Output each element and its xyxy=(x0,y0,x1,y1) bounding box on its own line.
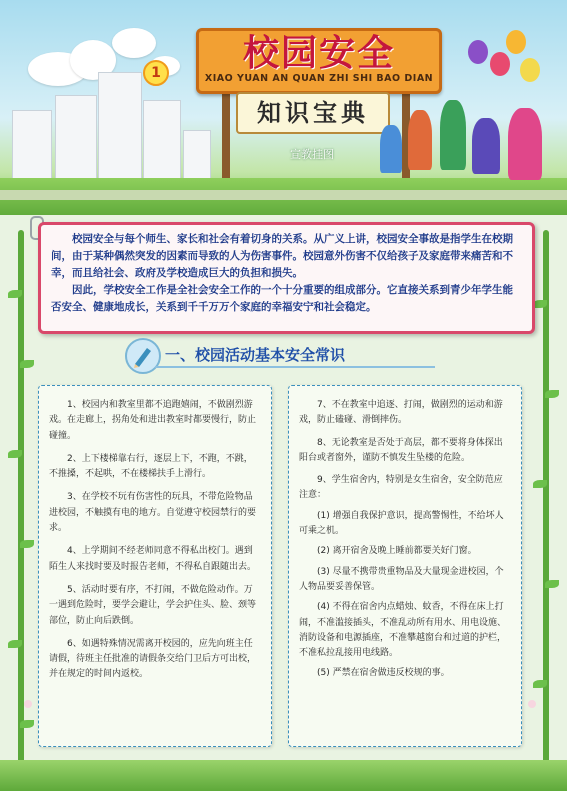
leaf-decoration xyxy=(8,640,22,648)
rule-item: (4) 不得在宿舍内点蜡烛、蚊香，不得在床上打闹，不准滥接插头，不准乱动所有用水、用电设施、消防设备和电源插座，不准攀越窗台和过道的护栏，不准私拉乱接用电线路。 xyxy=(299,602,507,659)
rule-item: (1) 增强自我保护意识，提高警惕性，不给坏人可乘之机。 xyxy=(299,510,504,537)
leaf-decoration xyxy=(533,680,547,688)
child-figure xyxy=(472,118,500,174)
rule-item: 7、不在教室中追逐、打闹，做剧烈的运动和游戏，防止磕碰、滑倒摔伤。 xyxy=(299,400,503,426)
page-title: 校园安全 xyxy=(242,33,395,74)
sign-post xyxy=(222,88,230,178)
intro-paragraph: 因此，学校安全工作是全社会安全工作的一个十分重要的组成部分。它直接关系到青少年学生能否安全、健康地成长，关系到千千万万个家庭的幸福安宁和社会稳定。 xyxy=(51,284,513,313)
rule-item: 5、活动时要有序，不打闹，不做危险动作。万一遇到危险时，要学会避让，学会护住头、脸、颈等部位，防止向后跌倒。 xyxy=(49,584,257,626)
intro-paragraph: 校园安全与每个师生、家长和社会有着切身的关系。从广义上讲，校园安全事故是指学生在校期间，由于某种偶然突发的因素而导致的人为伤害事件。校园意外伤害不仅给孩子及家庭带来痛苦和不幸，而且给社会、政府及学校造成巨大的负担和损失。 xyxy=(51,233,513,279)
title-sign xyxy=(196,28,442,94)
subtitle-board xyxy=(236,92,390,134)
road-strip xyxy=(0,190,567,200)
cloud-decoration xyxy=(112,28,156,58)
title-pinyin: XIAO YUAN AN QUAN ZHI SHI BAO DIAN xyxy=(204,73,434,84)
section-underline xyxy=(155,366,435,368)
number-badge: 1 xyxy=(143,60,169,86)
flower-decoration xyxy=(24,700,32,708)
balloon-icon xyxy=(468,40,488,64)
balloon-icon xyxy=(506,30,526,54)
rules-panel-left xyxy=(38,385,272,747)
section-heading xyxy=(155,342,435,368)
rule-item: 9、学生宿舍内，特别是女生宿舍，安全防范应注意： xyxy=(299,475,503,501)
rule-item: (2) 离开宿舍及晚上睡前都要关好门窗。 xyxy=(317,546,477,557)
leaf-decoration xyxy=(8,290,22,298)
intro-box xyxy=(38,222,535,334)
vine-decoration xyxy=(543,230,549,770)
rules-panel-right xyxy=(288,385,522,747)
child-figure xyxy=(508,108,542,180)
rule-item: (5) 严禁在宿舍做违反校规的事。 xyxy=(317,668,450,679)
leaf-decoration xyxy=(533,300,547,308)
header-banner xyxy=(0,0,567,215)
vine-decoration xyxy=(18,230,24,770)
leaf-decoration xyxy=(20,540,34,548)
flower-decoration xyxy=(528,700,536,708)
leaf-decoration xyxy=(20,360,34,368)
rule-item: 6、如遇特殊情况需离开校园的，应先向班主任请假，待班主任批准的请假条交给门卫后方可出校，并在规定的时间内返校。 xyxy=(49,638,257,680)
leaf-decoration xyxy=(545,390,559,398)
rule-item: (3) 尽量不携带贵重物品及大量现金进校园，个人物品要妥善保管。 xyxy=(299,566,504,592)
rule-item: 3、在学校不玩有伤害性的玩具，不带危险物品进校园，不触摸有电的地方。自觉遵守校园禁行的要求。 xyxy=(49,492,257,534)
balloon-icon xyxy=(520,58,540,82)
child-figure xyxy=(408,110,432,170)
rule-item: 8、无论教室是否处于高层，都不要将身体探出阳台或者窗外，谨防不慎发生坠楼的危险。 xyxy=(299,437,503,463)
balloon-icon xyxy=(490,52,510,76)
page-subtitle: 知识宝典 xyxy=(257,98,369,127)
leaf-decoration xyxy=(533,480,547,488)
section-title: 一、校园活动基本安全常识 xyxy=(165,346,346,364)
pencil-icon xyxy=(125,338,161,374)
bottom-grass xyxy=(0,760,567,791)
leaf-decoration xyxy=(545,580,559,588)
child-figure xyxy=(440,100,466,170)
poster-tag: 宣教挂图 xyxy=(290,148,334,161)
rule-item: 1、校园内和教室里都不追跑嬉闹，不做剧烈游戏。在走廊上，拐角处和进出教室时都要慢行，防止碰撞。 xyxy=(49,400,257,441)
leaf-decoration xyxy=(20,720,34,728)
rule-item: 2、上下楼梯靠右行，逐层上下，不跑，不跳，不推搡，不起哄，不在楼梯扶手上滑行。 xyxy=(49,453,253,480)
building-illustration xyxy=(98,72,142,192)
leaf-decoration xyxy=(8,450,22,458)
child-figure xyxy=(380,125,402,173)
rule-item: 4、上学期间不经老师同意不得私出校门。遇到陌生人来找时要及时报告老师，不得私自跟随出去。 xyxy=(49,546,257,572)
